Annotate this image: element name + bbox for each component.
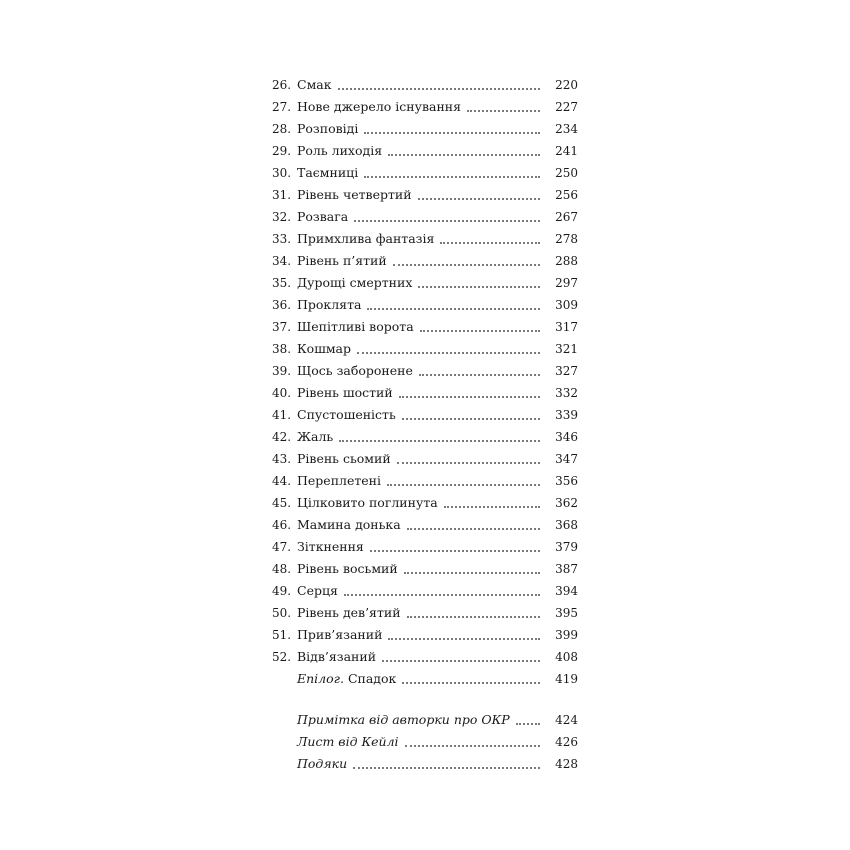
page-number: 347 (555, 452, 578, 466)
toc-entry (272, 316, 578, 338)
chapter-title: Шепітливі ворота (297, 319, 414, 334)
toc-entry (272, 184, 578, 206)
toc-entry-back-matter (272, 709, 578, 731)
chapter-title: Рівень п’ятий (297, 253, 387, 268)
dot-leader (404, 572, 540, 574)
chapter-title: Серця (297, 583, 338, 598)
section-spacer (272, 690, 578, 709)
chapter-number: 41. (272, 408, 292, 422)
dot-leader (440, 242, 540, 244)
toc-entry (272, 580, 578, 602)
epilogue-label: Епілог. (297, 671, 344, 686)
dot-leader (370, 550, 540, 552)
chapter-number: 43. (272, 452, 292, 466)
page-number: 332 (555, 386, 578, 400)
toc-entry (272, 74, 578, 96)
chapter-title: Цілковито поглинута (297, 495, 438, 510)
page-number: 234 (555, 122, 578, 136)
chapter-title: Відв’язаний (297, 649, 377, 664)
chapter-number: 26. (272, 78, 292, 92)
chapter-title: Примхлива фантазія (297, 231, 435, 246)
page-number: 278 (555, 232, 578, 246)
chapter-number: 35. (272, 276, 292, 290)
table-of-contents (272, 74, 578, 775)
dot-leader (407, 616, 540, 618)
chapter-title: Проклята (297, 297, 362, 312)
page-number: 394 (555, 584, 578, 598)
dot-leader (402, 418, 540, 420)
chapter-number: 47. (272, 540, 292, 554)
dot-leader (420, 330, 540, 332)
toc-entry (272, 624, 578, 646)
chapter-number: 38. (272, 342, 292, 356)
toc-entry (272, 228, 578, 250)
toc-entry (272, 646, 578, 668)
chapter-number: 28. (272, 122, 292, 136)
chapter-number: 42. (272, 430, 292, 444)
page-number: 250 (555, 166, 578, 180)
dot-leader (353, 767, 540, 769)
dot-leader (418, 286, 540, 288)
dot-leader (388, 638, 540, 640)
chapter-number: 27. (272, 100, 292, 114)
dot-leader (419, 374, 540, 376)
dot-leader (405, 745, 540, 747)
chapter-title: Переплетені (297, 473, 382, 488)
chapter-number: 36. (272, 298, 292, 312)
dot-leader (367, 308, 540, 310)
chapter-title: Розвага (297, 209, 349, 224)
chapter-title: Мамина донька (297, 517, 401, 532)
page-number: 362 (555, 496, 578, 510)
page-number: 339 (555, 408, 578, 422)
page-number: 368 (555, 518, 578, 532)
page-number: 408 (555, 650, 578, 664)
toc-entry (272, 162, 578, 184)
dot-leader (418, 198, 540, 200)
chapter-number: 31. (272, 188, 292, 202)
chapter-title: Рівень сьомий (297, 451, 391, 466)
dot-leader (387, 484, 540, 486)
dot-leader (402, 682, 540, 684)
page-number: 321 (555, 342, 578, 356)
toc-entry (272, 492, 578, 514)
chapter-title: Кошмар (297, 341, 351, 356)
chapter-number: 50. (272, 606, 292, 620)
page-number: 297 (555, 276, 578, 290)
page-number: 309 (555, 298, 578, 312)
back-matter-title: Примітка від авторки про ОКР (297, 712, 510, 727)
epilogue-title (297, 668, 402, 690)
page-number: 267 (555, 210, 578, 224)
chapter-number: 29. (272, 144, 292, 158)
toc-entry (272, 272, 578, 294)
chapter-number: 48. (272, 562, 292, 576)
dot-leader (382, 660, 540, 662)
dot-leader (364, 176, 540, 178)
chapter-number: 37. (272, 320, 292, 334)
page-number: 399 (555, 628, 578, 642)
toc-entry (272, 250, 578, 272)
chapter-number: 33. (272, 232, 292, 246)
chapter-title: Рівень шостий (297, 385, 393, 400)
toc-entry (272, 294, 578, 316)
dot-leader (407, 528, 540, 530)
chapter-title: Таємниці (297, 165, 359, 180)
chapter-number: 44. (272, 474, 292, 488)
toc-entry (272, 426, 578, 448)
page-number: 241 (555, 144, 578, 158)
dot-leader (338, 88, 540, 90)
chapter-title: Спустошеність (297, 407, 396, 422)
chapter-title: Рівень четвертий (297, 187, 412, 202)
chapter-title: Прив’язаний (297, 627, 383, 642)
dot-leader (364, 132, 540, 134)
chapter-title: Рівень дев’ятий (297, 605, 401, 620)
chapter-number: 39. (272, 364, 292, 378)
dot-leader (344, 594, 540, 596)
page-number: 220 (555, 78, 578, 92)
toc-entry (272, 118, 578, 140)
page-number: 227 (555, 100, 578, 114)
toc-entry-back-matter (272, 731, 578, 753)
dot-leader (516, 723, 540, 725)
toc-entry (272, 360, 578, 382)
dot-leader (393, 264, 540, 266)
toc-entry (272, 338, 578, 360)
chapter-number: 30. (272, 166, 292, 180)
chapter-number: 49. (272, 584, 292, 598)
chapter-number: 52. (272, 650, 292, 664)
dot-leader (388, 154, 540, 156)
page-number: 346 (555, 430, 578, 444)
dot-leader (399, 396, 540, 398)
toc-entry (272, 448, 578, 470)
page-number: 356 (555, 474, 578, 488)
dot-leader (339, 440, 540, 442)
page-number: 379 (555, 540, 578, 554)
page-number: 327 (555, 364, 578, 378)
chapter-title: Смак (297, 77, 332, 92)
toc-entry (272, 470, 578, 492)
page-number: 428 (555, 757, 578, 771)
chapter-number: 34. (272, 254, 292, 268)
toc-entry (272, 404, 578, 426)
chapter-number: 32. (272, 210, 292, 224)
chapter-number: 51. (272, 628, 292, 642)
chapter-title: Дурощі смертних (297, 275, 413, 290)
dot-leader (397, 462, 540, 464)
page-number: 387 (555, 562, 578, 576)
page-number: 424 (555, 713, 578, 727)
page-number: 426 (555, 735, 578, 749)
dot-leader (354, 220, 540, 222)
chapter-number: 45. (272, 496, 292, 510)
toc-entry (272, 382, 578, 404)
back-matter-title: Подяки (297, 756, 348, 771)
toc-entry (272, 536, 578, 558)
page-number: 419 (555, 672, 578, 686)
chapter-title: Розповіді (297, 121, 359, 136)
dot-leader (357, 352, 540, 354)
chapter-title: Щось заборонене (297, 363, 413, 378)
back-matter-title: Лист від Кейлі (297, 734, 399, 749)
page-number: 317 (555, 320, 578, 334)
dot-leader (444, 506, 540, 508)
page-number: 288 (555, 254, 578, 268)
chapter-title: Роль лиходія (297, 143, 383, 158)
toc-entry (272, 514, 578, 536)
toc-entry-epilogue (272, 668, 578, 690)
dot-leader (467, 110, 540, 112)
chapter-number: 40. (272, 386, 292, 400)
page-number: 256 (555, 188, 578, 202)
toc-entry (272, 602, 578, 624)
toc-entry (272, 140, 578, 162)
chapter-title: Зіткнення (297, 539, 364, 554)
toc-entry (272, 558, 578, 580)
toc-entry (272, 96, 578, 118)
chapter-title: Нове джерело існування (297, 99, 461, 114)
epilogue-name: Спадок (347, 671, 397, 686)
page-number: 395 (555, 606, 578, 620)
chapter-title: Жаль (297, 429, 334, 444)
toc-entry-back-matter (272, 753, 578, 775)
toc-entry (272, 206, 578, 228)
chapter-number: 46. (272, 518, 292, 532)
chapter-title: Рівень восьмий (297, 561, 398, 576)
